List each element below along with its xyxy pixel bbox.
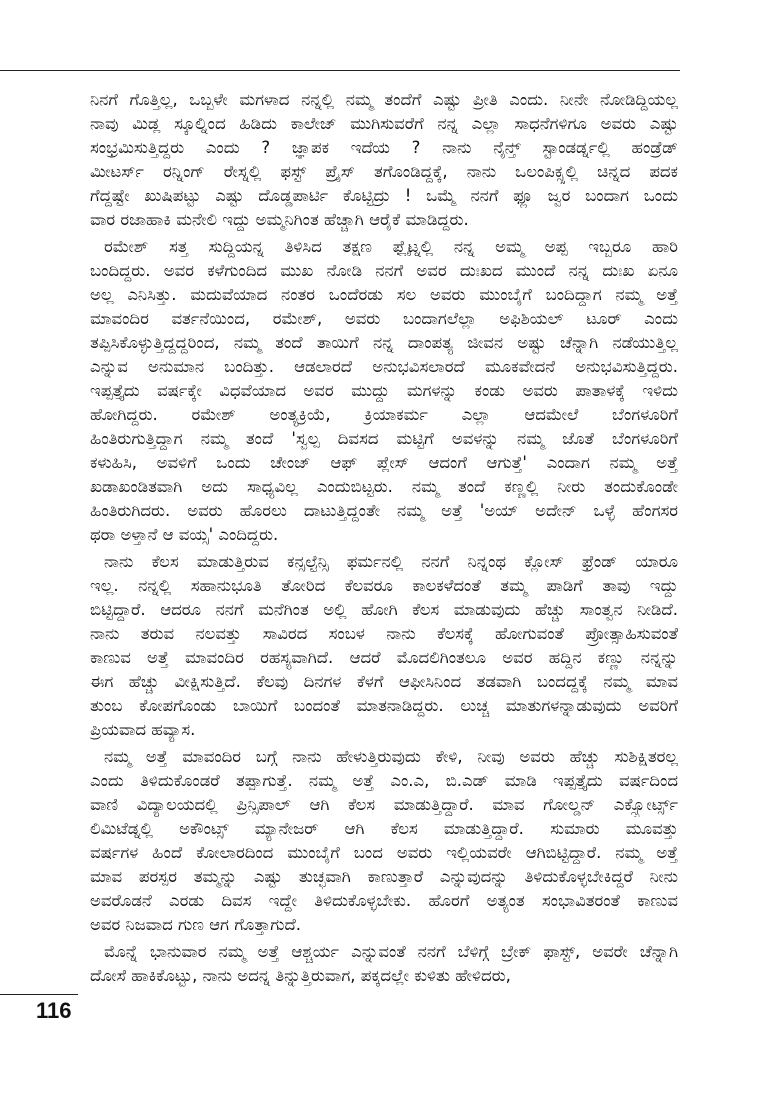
footer-rule (0, 994, 78, 995)
text-line: ಬಂದಿದ್ದರು. ಅವರ ಕಳೆಗುಂದಿದ ಮುಖ ನೋಡಿ ನನಗೆ ಅವರ ದುಃಖದ ಮುಂದೆ ನನ್ನ ದುಃಖ ಏನೂ (90, 261, 678, 280)
text-line: ಹಿಂತಿರುಗುತ್ತಿದ್ದಾಗ ನಮ್ಮ ತಂದೆ 'ಸ್ವಲ್ಪ ದಿವಸದ ಮಟ್ಟಿಗೆ ಅವಳನ್ನು ನಮ್ಮ ಜೊತೆ ಬೆಂಗಳೂರಿಗೆ (90, 429, 678, 448)
text-line: ಗೆದ್ದಷ್ಟೇ ಖುಷಿಪಟ್ಟು ಎಷ್ಟು ದೊಡ್ಡಪಾರ್ಟಿ ಕೊಟ್ಟಿದ್ರು ! ಒಮ್ಮೆ ನನಗೆ ಫ್ಲೂ ಜ್ವರ ಬಂದಾಗ ಒಂದು (90, 186, 678, 205)
text-line: ಮೊನ್ನೆ ಭಾನುವಾರ ನಮ್ಮ ಅತ್ತೆ ಆಶ್ಚರ್ಯ ಎನ್ನುವಂತೆ ನನಗೆ ಬೆಳಿಗ್ಗೆ ಬ್ರೇಕ್ ಫಾಸ್ಟ್, ಅವರೇ ಚೆನ್ನಾಗಿ (104, 942, 678, 961)
text-line: ಅವರೊಡನೆ ಎರಡು ದಿವಸ ಇದ್ದೇ ತಿಳಿದುಕೊಳ್ಳಬೇಕು. ಹೊರಗೆ ಅತ್ಯಂತ ಸಂಭಾವಿತರಂತೆ ಕಾಣುವ (90, 891, 678, 910)
text-line: ಮಾವ ಪರಸ್ಪರ ತಮ್ಮನ್ನು ಎಷ್ಟು ತುಚ್ಛವಾಗಿ ಕಾಣುತ್ತಾರೆ ಎನ್ನುವುದನ್ನು ತಿಳಿದುಕೊಳ್ಳಬೇಕಿದ್ದರೆ ನೀನು (90, 867, 678, 886)
text-line: ಎನ್ನುವ ಅನುಮಾನ ಬಂದಿತ್ತು. ಆಡಲಾರದೆ ಅನುಭವಿಸಲಾರದೆ ಮೂಕವೇದನೆ ಅನುಭವಿಸುತ್ತಿದ್ದರು. (90, 357, 678, 376)
body-text (90, 88, 678, 988)
text-line: ಕಳುಹಿಸಿ, ಅವಳಿಗೆ ಒಂದು ಚೇಂಜ್ ಆಫ್ ಪ್ಲೇಸ್ ಆದಂಗೆ ಆಗುತ್ತೆ' ಎಂದಾಗ ನಮ್ಮ ಅತ್ತೆ (90, 453, 678, 472)
text-line: ನಾನು ಕೆಲಸ ಮಾಡುತ್ತಿರುವ ಕನ್ಸಲ್ಟೆನ್ಸಿ ಫರ್ಮನಲ್ಲಿ ನನಗೆ ನಿನ್ನಂಥ ಕ್ಲೋಸ್ ಫ್ರೆಂಡ್ ಯಾರೂ (104, 552, 678, 571)
text-line: ಥರಾ ಅಳ್ತಾನೆ ಆ ವಯ್ಸ' ಎಂದಿದ್ದರು. (90, 525, 279, 544)
text-line: ಪ್ರಿಯವಾದ ಹವ್ಯಾಸ. (90, 720, 196, 739)
text-line: ಅವರ ನಿಜವಾದ ಗುಣ ಆಗ ಗೊತ್ತಾಗುದೆ. (90, 915, 302, 934)
paragraph (90, 940, 678, 988)
text-line: ತಪ್ಪಿಸಿಕೊಳ್ಳುತ್ತಿದ್ದದ್ದರಿಂದ, ನಮ್ಮ ತಂದೆ ತಾಯಿಗೆ ನನ್ನ ದಾಂಪತ್ಯ ಜೀವನ ಅಷ್ಟು ಚೆನ್ನಾಗಿ ನಡೆಯುತ್ತಿಲ್ಲ (90, 333, 678, 352)
text-line: ಹಿಂತಿರುಗಿದರು. ಅವರು ಹೊರಲು ದಾಟುತ್ತಿದ್ದಂತೇ ನಮ್ಮ ಅತ್ತೆ 'ಅಯ್ ಅದೇನ್ ಒಳ್ಳೆ ಹೆಂಗಸರ (90, 501, 678, 520)
text-line: ಬಿಟ್ಟಿದ್ದಾರೆ. ಆದರೂ ನನಗೆ ಮನೆಗಿಂತ ಅಲ್ಲಿ ಹೋಗಿ ಕೆಲಸ ಮಾಡುವುದು ಹೆಚ್ಚು ಸಾಂತ್ವನ ನೀಡಿದೆ. (90, 600, 678, 619)
text-line: ನಿನಗೆ ಗೊತ್ತಿಲ್ಲ, ಒಬ್ಬಳೇ ಮಗಳಾದ ನನ್ನಲ್ಲಿ ನಮ್ಮ ತಂದೆಗೆ ಎಷ್ಟು ಪ್ರೀತಿ ಎಂದು. ನೀನೇ ನೋಡಿದ್ದಿಯಲ್ಲ (90, 90, 678, 109)
text-line: ಅಲ್ಲ ಎನಿಸಿತ್ತು. ಮದುವೆಯಾದ ನಂತರ ಒಂದೆರಡು ಸಲ ಅವರು ಮುಂಬೈಗೆ ಬಂದಿದ್ದಾಗ ನಮ್ಮ ಅತ್ತೆ (90, 285, 678, 304)
text-line: ಮೀಟರ್ಸ್ ರನ್ನಿಂಗ್ ರೇಸ್ನಲ್ಲಿ ಫಸ್ಟ್ ಪ್ರೈಸ್ ತಗೊಂಡಿದ್ದಕ್ಕೆ, ನಾನು ಒಲಂಪಿಕ್ಸ್ನಲ್ಲಿ ಚಿನ್ನದ ಪದಕ (90, 162, 678, 181)
text-line: ನಾನು ತರುವ ನಲವತ್ತು ಸಾವಿರದ ಸಂಬಳ ನಾನು ಕೆಲಸಕ್ಕೆ ಹೋಗುವಂತೆ ಪ್ರೋತ್ಸಾಹಿಸುವಂತೆ (90, 624, 678, 643)
text-line: ಇಪ್ಪತ್ತೈದು ವರ್ಷಕ್ಕೇ ವಿಧವೆಯಾದ ಅವರ ಮುದ್ದು ಮಗಳನ್ನು ಕಂಡು ಅವರು ಪಾತಾಳಕ್ಕೆ ಇಳಿದು (90, 381, 678, 400)
text-line: ಇಲ್ಲ. ನನ್ನಲ್ಲಿ ಸಹಾನುಭೂತಿ ತೋರಿದ ಕೆಲವರೂ ಕಾಲಕಳೆದಂತೆ ತಮ್ಮ ಪಾಡಿಗೆ ತಾವು ಇದ್ದು (90, 576, 678, 595)
text-line: ಮಾವಂದಿರ ವರ್ತನೆಯಿಂದ, ರಮೇಶ್, ಅವರು ಬಂದಾಗಲೆಲ್ಲಾ ಅಫಿಶಿಯಲ್ ಟೂರ್ ಎಂದು (90, 309, 678, 328)
text-line: ಈಗ ಹೆಚ್ಚು ವೀಕ್ಷಿಸುತ್ತಿದೆ. ಕೆಲವು ದಿನಗಳ ಕೆಳಗೆ ಆಫೀಸಿನಿಂದ ತಡವಾಗಿ ಬಂದದ್ದಕ್ಕೆ ನಮ್ಮ ಮಾವ (90, 672, 678, 691)
text-line: ಎಂದು ತಿಳಿದುಕೊಂಡರೆ ತಪ್ಪಾಗುತ್ತೆ. ನಮ್ಮ ಅತ್ತೆ ಎಂ.ಎ, ಬಿ.ಎಡ್ ಮಾಡಿ ಇಪ್ಪತ್ತೈದು ವರ್ಷದಿಂದ (90, 771, 678, 790)
header-rule (0, 70, 680, 71)
text-line: ವರ್ಷಗಳ ಹಿಂದೆ ಕೋಲಾರದಿಂದ ಮುಂಬೈಗೆ ಬಂದ ಅವರು ಇಲ್ಲಿಯವರೇ ಆಗಿಬಿಟ್ಟಿದ್ದಾರೆ. ನಮ್ಮ ಅತ್ತೆ (90, 843, 678, 862)
text-line: ನಾವು ಮಿಡ್ಲ ಸ್ಕೂಲ್ನಿಂದ ಹಿಡಿದು ಕಾಲೇಜ್ ಮುಗಿಸುವರೆಗೆ ನನ್ನ ಎಲ್ಲಾ ಸಾಧನೆಗಳಿಗೂ ಅವರು ಎಷ್ಟು (90, 114, 678, 133)
text-line: ವಾರ ರಜಾಹಾಕಿ ಮನೇಲಿ ಇದ್ದು ಅಮ್ಮನಿಗಿಂತ ಹೆಚ್ಚಾಗಿ ಆರೈಕೆ ಮಾಡಿದ್ದರು. (90, 210, 469, 229)
paragraph (90, 550, 678, 742)
text-line: ರಮೇಶ್ ಸತ್ತ ಸುದ್ದಿಯನ್ನ ತಿಳಿಸಿದ ತಕ್ಷಣ ಫ್ಲೈಟ್ನಲ್ಲಿ ನನ್ನ ಅಮ್ಮ ಅಪ್ಪ ಇಬ್ಬರೂ ಹಾರಿ (104, 237, 678, 256)
paragraph (90, 745, 678, 937)
text-line: ಲಿಮಿಟೆಡ್ನಲ್ಲಿ ಅಕೌಂಟ್ಸ್ ಮ್ಯಾನೇಜರ್ ಆಗಿ ಕೆಲಸ ಮಾಡುತ್ತಿದ್ದಾರೆ. ಸುಮಾರು ಮೂವತ್ತು (90, 819, 678, 838)
text-line: ವಾಣಿ ವಿದ್ಯಾಲಯದಲ್ಲಿ ಪ್ರಿನ್ಸಿಪಾಲ್ ಆಗಿ ಕೆಲಸ ಮಾಡುತ್ತಿದ್ದಾರೆ. ಮಾವ ಗೋಲ್ಡನ್ ಎಕ್ಸ್ಪೋರ್ಟ್ಸ್ (90, 795, 678, 814)
text-line: ಕಾಣುವ ಅತ್ತೆ ಮಾವಂದಿರ ರಹಸ್ಯವಾಗಿದೆ. ಆದರೆ ಮೊದಲಿಗಿಂತಲೂ ಅವರ ಹದ್ದಿನ ಕಣ್ಣು ನನ್ನನ್ನು (90, 648, 678, 667)
paragraph (90, 88, 678, 232)
page-number: 116 (36, 998, 72, 1023)
text-line: ಹೋಗಿದ್ದರು. ರಮೇಶ್ ಅಂತ್ಯಕ್ರಿಯೆ, ಕ್ರಿಯಾಕರ್ಮ ಎಲ್ಲಾ ಆದಮೇಲೆ ಬೆಂಗಳೂರಿಗೆ (90, 405, 678, 424)
text-line: ಸಂಭ್ರಮಿಸುತ್ತಿದ್ದರು ಎಂದು ? ಜ್ಞಾಪಕ ಇದೆಯ ? ನಾನು ನೈನ್ತ್ ಸ್ಟಾಂಡರ್ಡ್ನಲ್ಲಿ ಹಂಡ್ರೆಡ್ (90, 138, 678, 157)
text-line: ನಮ್ಮ ಅತ್ತೆ ಮಾವಂದಿರ ಬಗ್ಗೆ ನಾನು ಹೇಳುತ್ತಿರುವುದು ಕೇಳಿ, ನೀವು ಅವರು ಹೆಚ್ಚು ಸುಶಿಕ್ಷಿತರಲ್ಲ (104, 747, 678, 766)
text-line: ದೋಸೆ ಹಾಕಿಕೊಟ್ಟು, ನಾನು ಅದನ್ನ ತಿನ್ನುತ್ತಿರುವಾಗ, ಪಕ್ಕದಲ್ಲೇ ಕುಳಿತು ಹೇಳಿದರು, (90, 966, 511, 985)
paragraph (90, 235, 678, 547)
text-line: ಖಡಾಖಂಡಿತವಾಗಿ ಅದು ಸಾಧ್ಯವಿಲ್ಲ ಎಂದುಬಿಟ್ಟರು. ನಮ್ಮ ತಂದೆ ಕಣ್ಣಲ್ಲಿ ನೀರು ತಂದುಕೊಂಡೇ (90, 477, 678, 496)
text-line: ತುಂಬ ಕೋಪಗೊಂಡು ಬಾಯಿಗೆ ಬಂದಂತೆ ಮಾತನಾಡಿದ್ದರು. ಲುಚ್ಚ ಮಾತುಗಳನ್ನಾಡುವುದು ಅವರಿಗೆ (90, 696, 678, 715)
